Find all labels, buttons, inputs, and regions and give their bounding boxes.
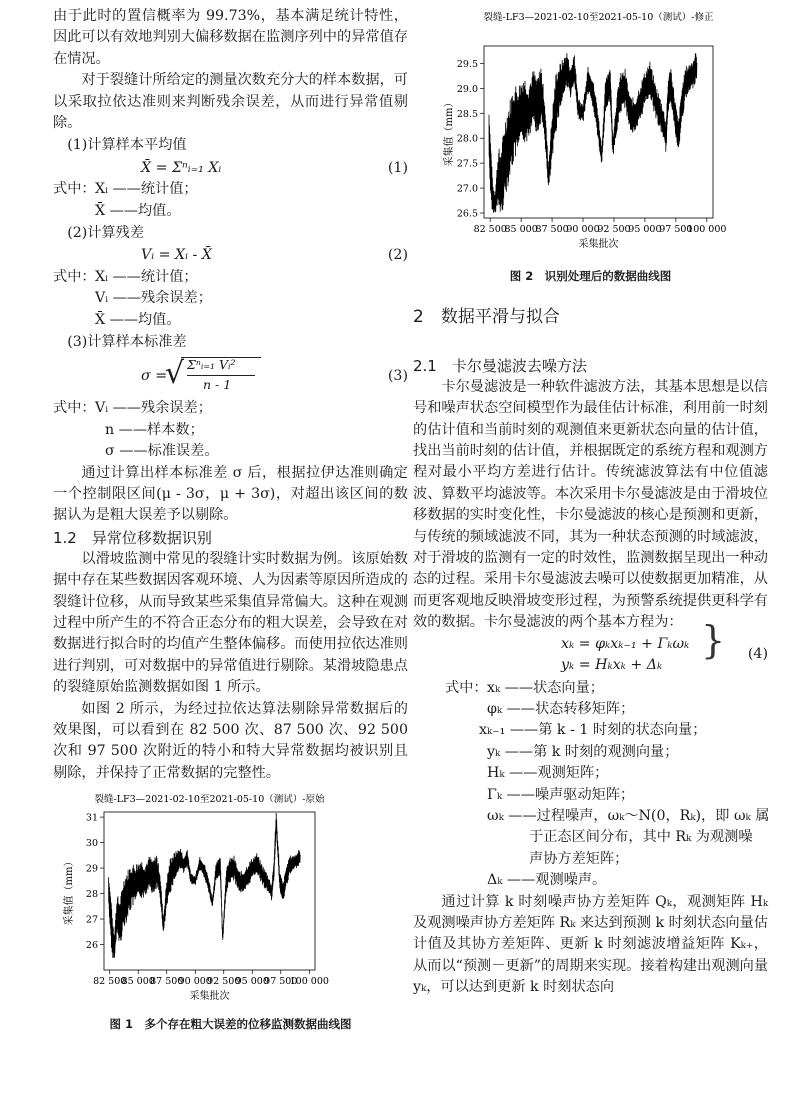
data-point [505,158,506,159]
data-point [208,886,209,887]
data-point [289,865,290,866]
equation-number: (1) [387,159,408,176]
data-point [283,893,284,894]
data-point [610,83,611,84]
figure-1 [53,790,408,1035]
data-point [682,103,683,104]
step-heading: (3)计算样本标准差 [67,333,187,350]
where-item: Vᵢ ——残余误差； [95,290,212,307]
data-point [296,860,297,861]
data-point [570,83,571,84]
x-tick-label: 97 500 [264,976,298,988]
y-tick-label: 27 [85,914,98,926]
where-item: X̄ ——均值。 [95,311,181,328]
equation-4 [413,617,768,678]
data-point [173,868,174,869]
where-row [413,763,768,784]
data-point [153,878,154,879]
where-row [413,806,768,827]
y-tick-label: 29 [85,863,98,875]
where-item: σ ——标准误差。 [105,443,219,460]
where-row [53,420,408,441]
data-point [616,118,617,119]
data-point [180,858,181,859]
data-point [644,88,645,89]
right-column [413,0,768,999]
data-point [195,881,196,882]
where-row [413,785,768,806]
paragraph: 通过计算出样本标准差 σ 后，根据拉伊达准则确定一个控制限区间(μ - 3σ，μ + 3σ)，对超出该区间的数据认为是粗大误差予以剔除。 [53,464,408,524]
where-item: 声协方差矩阵； [529,850,629,867]
data-point [630,113,631,114]
equation-2 [53,245,408,266]
x-axis-label: 采集批次 [189,991,230,1003]
data-point [159,883,160,884]
data-point [234,868,235,869]
y-tick-label: 27.0 [456,183,478,195]
paragraph: 卡尔曼滤波是一种软件滤波方法，其基本思想是以信号和噪声状态空间模型作为最佳估计标准，利用前一时刻的估计值和当前时刻的观测值来更新状态向量的估计值，找出当前时刻的估计值，并根据既定的系统方程和观测方程对最小平均方差进行估计。传统滤波算法有中位值滤波、算数平均滤波等。本次采用卡尔曼滤波是由于滑坡位移数据的实时变化性，卡尔曼滤波的核心是预测和更新，与传统的频域滤波不同，其为一种状态预测的时域滤波，对于滑坡的监测有一定的时效性，监测数据呈现出一种动态的过程。采用卡尔曼滤波去噪可以使数据更加精准，从而更客观地反映滑坡变形过程，为预警系统提供更科学有效的数据。卡尔曼滤波的两个基本方程为： [413,378,768,631]
data-point [659,113,660,114]
y-tick-label: 29.5 [456,58,478,70]
data-point [286,875,287,876]
section-heading: 1.2 异常位移数据识别 [53,528,212,547]
data-point [654,98,655,99]
data-point [123,903,124,904]
where-item: Hₖ ——观测矩阵； [487,765,609,782]
paragraph: 由于此时的置信概率为 99.73%，基本满足统计特性，因此可以有效地判别大偏移数据在监测序列中的异常值存在情况。 [53,8,408,67]
data-point [247,875,248,876]
where-row [413,870,768,891]
equation-denominator: n - 1 [203,377,232,393]
data-point [696,63,697,64]
where-lead: 式中： [53,181,96,198]
x-tick-label: 92 500 [207,976,241,988]
step-heading: (1)计算样本平均值 [67,137,187,154]
equation-number: (4) [747,645,768,662]
x-tick-label: 82 500 [473,224,507,235]
data-point [607,88,608,89]
data-point [649,78,650,79]
data-point [563,78,564,79]
data-point [508,143,509,144]
data-point [220,865,221,866]
y-tick-label: 28 [85,889,98,901]
paragraph: 对于裂缝计所给定的测量次数充分大的样本数据，可以采取拉依达准则来判断残余误差，从而进行异常值剔除。 [53,72,408,132]
x-tick-label: 95 000 [235,976,269,988]
data-point [140,878,141,879]
data-point [229,870,230,871]
data-point [588,78,589,79]
chart-title: 裂缝-LF3—2021-02-10至2021-05-10（测试）-修正 [483,12,714,23]
left-column [53,0,408,1036]
data-point [625,88,626,89]
data-point [126,896,127,897]
data-point [261,873,262,874]
x-tick-label: 95 000 [628,224,662,235]
where-item: Vᵢ ——残余误差； [95,400,212,417]
data-point [548,178,549,179]
data-point [212,903,213,904]
equation-text: Vᵢ = Xᵢ - X̄ [141,247,212,264]
where-row [413,699,768,720]
where-row [53,267,408,288]
data-point [135,883,136,884]
where-row [413,849,768,870]
data-point [218,868,219,869]
where-item: Xᵢ ——统计值； [95,268,198,285]
x-tick-label: 90 000 [566,224,600,235]
data-point [293,863,294,864]
equation-lhs: σ = [141,368,168,385]
x-tick-label: 82 500 [93,976,127,988]
data-point [110,911,111,912]
data-point [559,88,560,89]
data-point [685,83,686,84]
where-lead: 式中： [53,268,96,285]
data-point [501,183,502,184]
where-item: φₖ ——状态转移矩阵； [487,701,635,718]
data-point [597,123,598,124]
data-point [678,138,679,139]
equation-1 [53,158,408,179]
paragraph: 以滑坡监测中常见的裂缝计实时数据为例。该原始数据中存在某些数据因客观环境、人为因素等原因所造成的裂缝计位移，从而导致某些采集值异常偏大。这种在观测过程中所产生的不符合正态分布的粗大误差，会导致在对数据进行拟合时的均值产生整体偏移。而使用拉依达准则进行判别，可对数据中的异常值进行剔除。某滑坡隐患点的裂缝原始监测数据如图 1 所示。 [53,550,408,696]
y-axis-label: 采集值（mm） [64,856,75,926]
y-tick-label: 28.5 [456,108,478,120]
x-tick-label: 97 500 [659,224,693,235]
equation-3 [53,354,408,398]
subsection-heading: 2.1 卡尔曼滤波去噪方法 [413,356,587,375]
data-point [674,113,675,114]
data-point [555,103,556,104]
brace: } [701,617,726,662]
where-item: Xᵢ ——统计值； [95,181,198,198]
data-point [199,863,200,864]
where-lead: 式中： [53,400,96,417]
data-point [266,881,267,882]
data-point [544,118,545,119]
data-point [495,203,496,204]
section-heading: 2 数据平滑与拟合 [413,307,560,328]
x-tick-label: 87 500 [150,976,184,988]
where-item: xₖ ——状态向量； [487,679,604,696]
data-point [605,98,606,99]
data-point [279,881,280,882]
data-series-line [109,813,301,958]
y-tick-label: 30 [85,838,98,850]
data-point [300,855,301,856]
data-point [114,947,115,948]
where-item: Γₖ ——噪声驱动矩阵； [487,786,635,803]
data-point [222,939,223,940]
data-point [204,870,205,871]
data-point [276,819,277,820]
paragraph: 如图 2 所示，为经过拉依达算法剔除异常数据后的效果图，可以看到在 82 500 次、87 500 次、92 500 次和 97 500 次附近的特小和特大异常数据均被识别且剔除，并保持了正常数据的完整性。 [53,700,408,781]
data-point [635,118,636,119]
data-point [492,198,493,199]
data-point [601,158,602,159]
data-point [640,103,641,104]
where-row [413,720,768,741]
data-point [215,873,216,874]
data-point [252,868,253,869]
data-point [226,883,227,884]
chart-title: 裂缝-LF3—2021-02-10至2021-05-10（测试）-原始 [94,794,325,806]
sqrt-sign: √ [165,356,185,392]
where-row [413,742,768,763]
equation-number: (3) [387,368,408,385]
equation-text: X̄ = Σⁿᵢ₌₁ Xᵢ [141,159,222,176]
data-point [131,886,132,887]
data-point [156,870,157,871]
figure-2-chart [413,8,768,256]
where-item: n ——样本数； [105,421,204,438]
where-row [53,441,408,462]
where-row [413,827,768,848]
data-series-line [489,53,697,213]
data-point [537,108,538,109]
where-item: Δₖ ——观测噪声。 [487,872,607,889]
data-point [145,881,146,882]
data-point [112,934,113,935]
data-point [120,924,121,925]
y-axis-label: 采集值（mm） [444,97,455,167]
data-point [574,68,575,69]
figure-caption: 图 1 多个存在粗大误差的位移监测数据曲线图 [109,1017,352,1032]
paragraph: 通过计算 k 时刻噪声协方差矩阵 Qₖ，观测矩阵 Hₖ 及观测噪声协方差矩阵 Rₖ 来达到预测 k 时刻状态向量估计值及其协方差矩阵、更新 k 时刻滤波增益矩阵 Kₖ₊，从而以“预测－更新”的周期来实现。接着构建出观测向量 yₖ，可以达到更新 k 时刻状态向 [413,893,769,996]
data-point [190,878,191,879]
data-point [498,178,499,179]
data-point [513,123,514,124]
data-point [273,870,274,871]
data-point [271,893,272,894]
data-point [540,93,541,94]
x-tick-label: 87 500 [535,224,569,235]
x-axis-label: 采集批次 [578,239,619,250]
data-point [668,93,669,94]
data-point [170,875,171,876]
data-point [489,133,490,134]
where-item: X̄ ——均值。 [95,202,181,219]
step-heading: (2)计算残差 [67,225,145,242]
figure-1-chart [53,790,408,1010]
equation-line: yₖ = Hₖxₖ + Δₖ [561,656,663,673]
figure-2 [413,8,768,287]
where-row [53,179,408,200]
y-tick-label: 26 [85,940,98,952]
x-tick-label: 85 000 [504,224,538,235]
x-tick-label: 90 000 [178,976,212,988]
where-item: yₖ ——第 k 时刻的观测向量； [487,743,679,760]
figure-caption: 图 2 识别处理后的数据曲线图 [509,269,672,283]
equation-numerator: Σⁿᵢ₌₁ Vᵢ² [187,357,236,373]
where-row [53,310,408,331]
data-point [149,870,150,871]
data-point [566,68,567,69]
data-point [693,73,694,74]
data-point [533,93,534,94]
where-item: ωₖ ——过程噪声，ωₖ～N(0，Rₖ)，即 ωₖ 属 [487,808,770,825]
data-point [183,865,184,866]
where-row [53,201,408,222]
where-row [53,398,408,419]
data-point [166,893,167,894]
data-point [187,858,188,859]
data-point [518,118,519,119]
data-point [238,881,239,882]
where-row [53,288,408,309]
x-tick-label: 100 000 [687,224,727,235]
data-point [163,926,164,927]
y-tick-label: 29.0 [456,83,478,95]
data-point [269,886,270,887]
data-point [583,113,584,114]
data-point [670,83,671,84]
data-point [523,108,524,109]
data-point [490,173,491,174]
where-row [413,678,768,699]
data-point [243,883,244,884]
y-tick-label: 26.5 [456,208,478,220]
data-point [552,138,553,139]
data-point [663,123,664,124]
data-point [256,863,257,864]
data-point [620,93,621,94]
data-point [108,888,109,889]
data-point [528,113,529,114]
where-item: 于正态区间分布，其中 Rₖ 为观测噪 [529,829,753,846]
x-tick-label: 100 000 [289,976,329,988]
x-tick-label: 85 000 [121,976,155,988]
equation-number: (2) [387,247,408,264]
y-tick-label: 27.5 [456,158,478,170]
data-point [666,138,667,139]
y-tick-label: 31 [85,812,98,824]
y-tick-label: 28.0 [456,133,478,145]
where-item: xₖ₋₁ ——第 k - 1 时刻的状态向量； [479,722,707,739]
where-lead: 式中： [445,679,488,696]
data-point [612,148,613,149]
x-tick-label: 92 500 [597,224,631,235]
data-point [117,914,118,915]
data-point [177,863,178,864]
data-point [578,108,579,109]
equation-line: xₖ = φₖxₖ₋₁ + Γₖωₖ [561,635,690,652]
data-point [689,78,690,79]
data-point [592,93,593,94]
